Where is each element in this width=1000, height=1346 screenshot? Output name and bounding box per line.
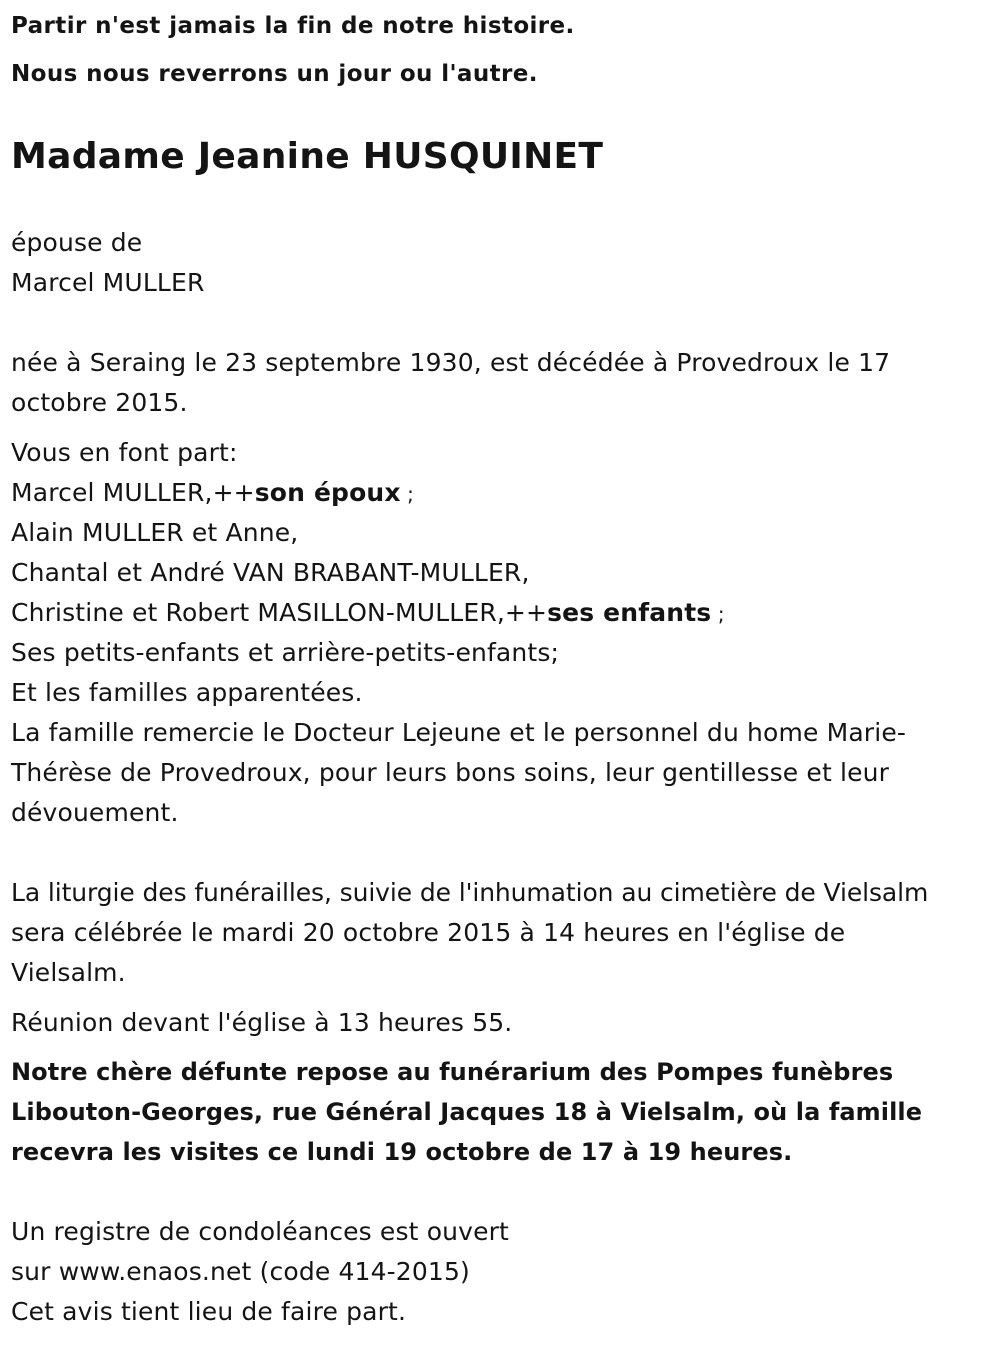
visitation-line-2: Libouton-Georges, rue Général Jacques 18 à Vielsalm, où la famille: [11, 1098, 923, 1126]
visitation-line-3: recevra les visites ce lundi 19 octobre de 17 à 19 heures.: [11, 1138, 793, 1166]
family-spouse-end: ;: [400, 482, 415, 506]
epigraph-line-2: Nous nous reverrons un jour ou l'autre.: [11, 61, 538, 87]
family-spouse-role: son époux: [254, 478, 401, 507]
funeral-line-3: Vielsalm.: [11, 958, 126, 987]
family-child-2: Chantal et André VAN BRABANT-MULLER,: [11, 558, 530, 587]
thanks-line-1: La famille remercie le Docteur Lejeune et le personnel du home Marie-: [11, 718, 907, 747]
family-spouse-entry: [11, 478, 414, 509]
family-children-role: ses enfants: [547, 598, 712, 627]
condolences-line-1: Un registre de condoléances est ouvert: [11, 1217, 509, 1246]
visitation-line-1: Notre chère défunte repose au funérarium des Pompes funèbres: [11, 1058, 894, 1086]
family-spouse-name: Marcel MULLER,++: [11, 478, 255, 507]
family-children-entry: [11, 598, 725, 629]
funeral-line-2: sera célébrée le mardi 20 octobre 2015 à 14 heures en l'église de: [11, 918, 846, 947]
funeral-line-1: La liturgie des funérailles, suivie de l'inhumation au cimetière de Vielsalm: [11, 878, 929, 907]
condolences-line-2: sur www.enaos.net (code 414-2015): [11, 1257, 470, 1286]
deceased-name: Madame Jeanine HUSQUINET: [11, 136, 604, 177]
spouse-label: épouse de: [11, 228, 143, 257]
birth-death-line-2: octobre 2015.: [11, 388, 188, 417]
thanks-line-3: dévouement.: [11, 798, 179, 827]
family-grandchildren: Ses petits-enfants et arrière-petits-enfants;: [11, 638, 560, 667]
epigraph-line-1: Partir n'est jamais la fin de notre histoire.: [11, 13, 575, 39]
family-children-name: Christine et Robert MASILLON-MULLER,++: [11, 598, 548, 627]
thanks-line-2: Thérèse de Provedroux, pour leurs bons soins, leur gentillesse et leur: [11, 758, 890, 787]
family-children-end: ;: [711, 602, 725, 626]
condolences-line-3: Cet avis tient lieu de faire part.: [11, 1297, 407, 1326]
family-child-1: Alain MULLER et Anne,: [11, 518, 299, 547]
funeral-meeting: Réunion devant l'église à 13 heures 55.: [11, 1008, 513, 1037]
family-intro: Vous en font part:: [11, 438, 238, 467]
spouse-name: Marcel MULLER: [11, 268, 205, 297]
family-relatives: Et les familles apparentées.: [11, 678, 363, 707]
birth-death-line-1: née à Seraing le 23 septembre 1930, est décédée à Provedroux le 17: [11, 348, 891, 377]
